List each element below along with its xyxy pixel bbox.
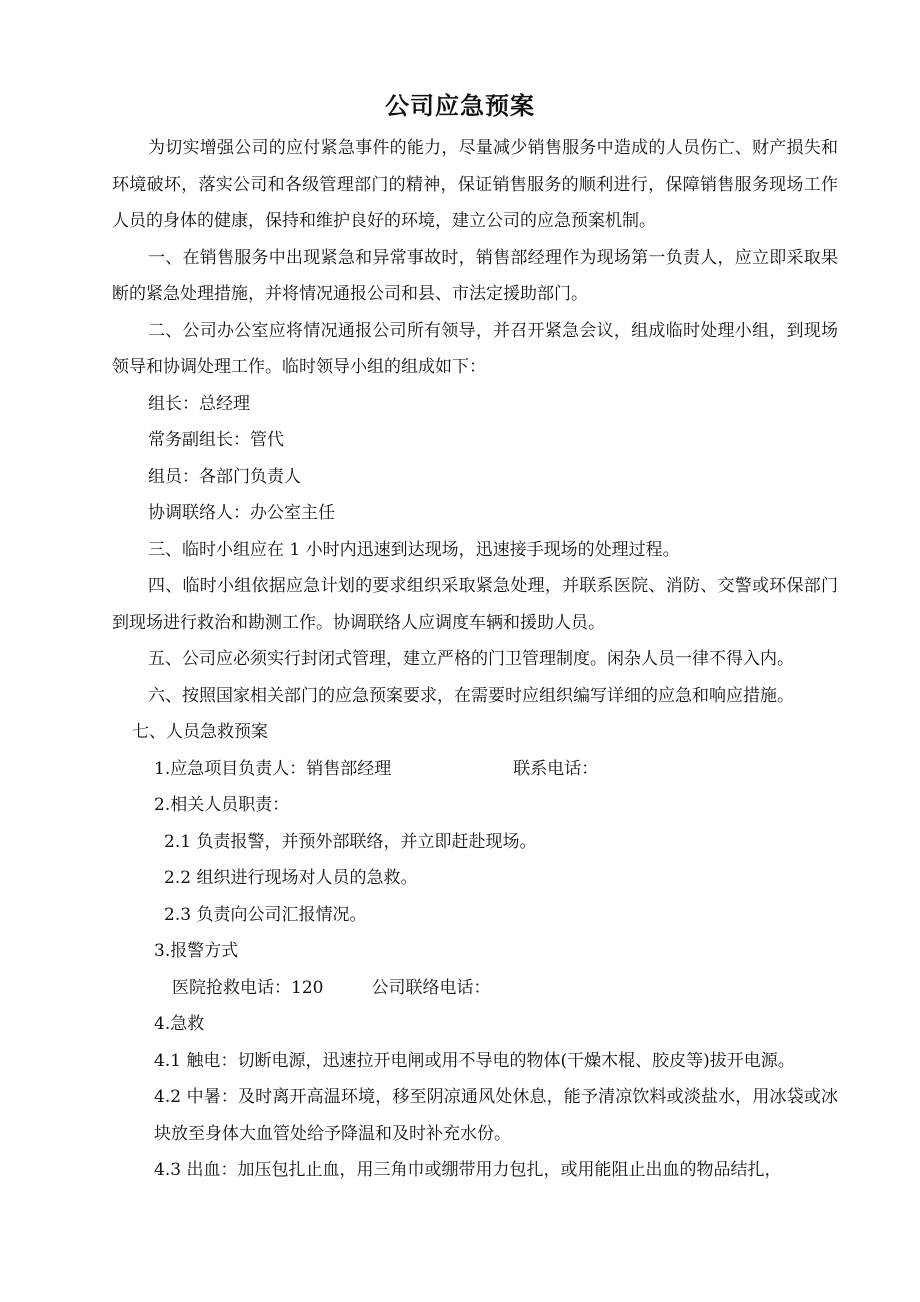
duties-heading: 2.相关人员职责： bbox=[154, 795, 290, 815]
group-leader-line: 组长：总经理 bbox=[148, 393, 250, 414]
first-aid-heading: 4.急救 bbox=[154, 1014, 205, 1034]
coordinator-line: 协调联络人：办公室主任 bbox=[148, 503, 335, 523]
duty-2-1: 2.1 负责报警，并预外部联络，并立即赶赴现场。 bbox=[164, 831, 537, 852]
alarm-phones-line bbox=[112, 970, 838, 1007]
section-4-paragraph: 四、临时小组依据应急计划的要求组织采取紧急处理，并联系医院、消防、交警或环保部门到现场进行救治和勘测工作。协调联络人应调度车辆和援助人员。 bbox=[112, 576, 838, 633]
section-2-paragraph: 二、公司办公室应将情况通报公司所有领导，并召开紧急会议，组成临时处理小组，到现场领导和协调处理工作。临时领导小组的组成如下： bbox=[112, 320, 838, 377]
document-body bbox=[112, 130, 838, 1189]
section-6-paragraph: 六、按照国家相关部门的应急预案要求，在需要时应组织编写详细的应急和响应措施。 bbox=[148, 685, 794, 706]
alarm-heading: 3.报警方式 bbox=[154, 941, 239, 961]
emergency-lead-text: 1.应急项目负责人：销售部经理 bbox=[154, 758, 392, 779]
group-deputy-line: 常务副组长：管代 bbox=[148, 430, 284, 450]
duty-2-3: 2.3 负责向公司汇报情况。 bbox=[164, 904, 367, 925]
section-5-paragraph: 五、公司应必须实行封闭式管理，建立严格的门卫管理制度。闲杂人员一律不得入内。 bbox=[148, 649, 794, 669]
first-aid-4-1: 4.1 触电：切断电源，迅速拉开电闸或用不导电的物体(干燥木棍、胶皮等)拔开电源。 bbox=[154, 1050, 795, 1071]
first-aid-4-3: 4.3 出血：加压包扎止血，用三角巾或绷带用力包扎，或用能阻止出血的物品结扎， bbox=[154, 1160, 782, 1180]
duty-2-2: 2.2 组织进行现场对人员的急救。 bbox=[164, 868, 418, 888]
contact-phone-label: 联系电话： bbox=[513, 758, 599, 779]
intro-paragraph: 为切实增强公司的应付紧急事件的能力，尽量减少销售服务中造成的人员伤亡、财产损失和环境破坏，落实公司和各级管理部门的精神，保证销售服务的顺利进行，保障销售服务现场工作人员的身体的健康，保持和维护良好的环境，建立公司的应急预案机制。 bbox=[112, 138, 838, 231]
emergency-lead-line bbox=[112, 751, 838, 788]
section-7-heading: 七、人员急救预案 bbox=[132, 722, 268, 742]
hospital-phone: 医院抢救电话：120 bbox=[172, 977, 324, 998]
section-3-paragraph: 三、临时小组应在 1 小时内迅速到达现场，迅速接手现场的处理过程。 bbox=[148, 539, 680, 560]
document-title: 公司应急预案 bbox=[385, 92, 535, 120]
section-1-paragraph: 一、在销售服务中出现紧急和异常事故时，销售部经理作为现场第一负责人，应立即采取果断的紧急处理措施，并将情况通报公司和县、市法定援助部门。 bbox=[112, 247, 838, 304]
company-phone-label: 公司联络电话： bbox=[371, 977, 491, 998]
first-aid-4-2: 4.2 中暑：及时离开高温环境，移至阴凉通风处休息，能予清凉饮料或淡盐水，用冰袋或冰块放至身体大血管处给予降温和及时补充水份。 bbox=[154, 1087, 838, 1144]
group-members-line: 组员：各部门负责人 bbox=[148, 466, 301, 487]
